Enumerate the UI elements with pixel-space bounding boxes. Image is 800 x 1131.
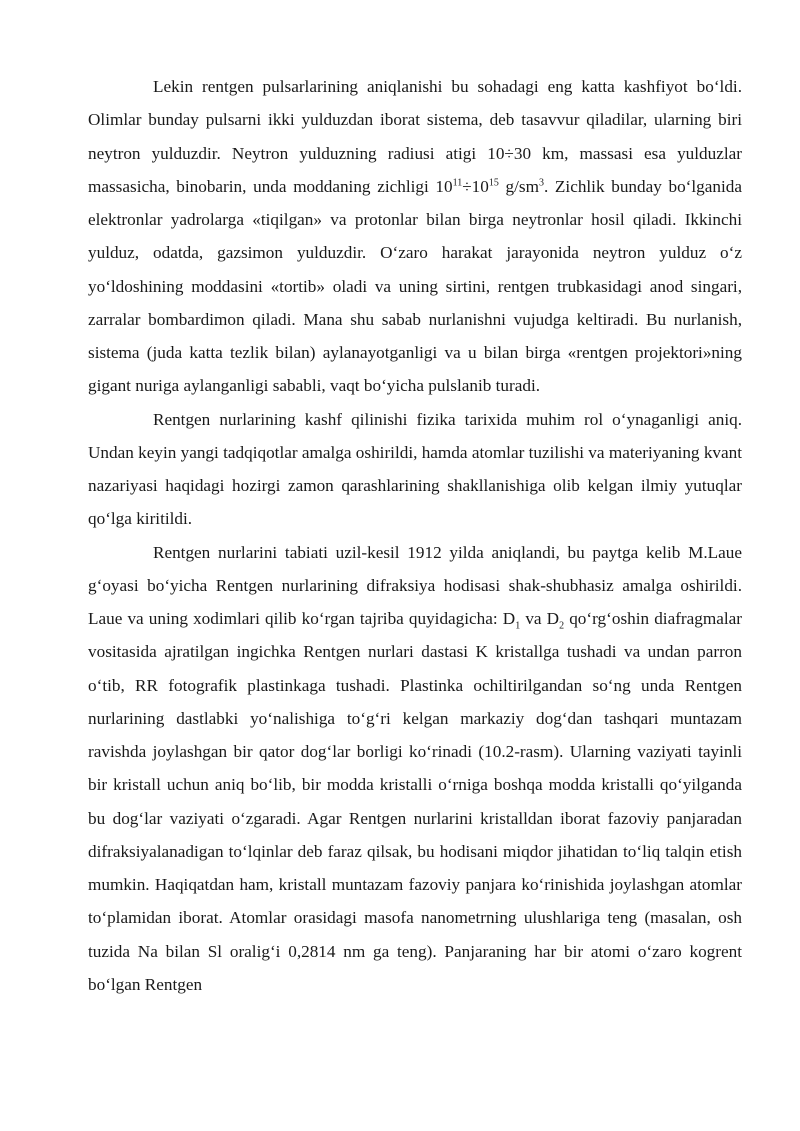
paragraph-discovery: Rentgen nurlarining kashf qilinishi fizika tarixida muhim rol o‘ynaganligi aniq. Undan keyin yangi tadqiqotlar amalga oshirildi, hamda atomlar tuzilishi va materiyaning kvant nazariyasi haqidagi hozirgi zamon qarashlarining shakllanishiga olib kelgan ilmiy yutuqlar qo‘lga kiritildi. [88, 409, 742, 529]
superscript: 11 [452, 177, 463, 189]
body-text [88, 70, 742, 1001]
text-run: . Zichlik bunday bo‘lganida elektronlar yadrolarga «tiqilgan» va protonlar bilan birga neytronlar hosil qiladi. Ikkinchi yulduz, odatda, gazsimon yulduzdir. O‘zaro harakat jarayonida neytron yulduz o‘z yo‘ldoshining moddasini «tortib» oladi va uning sirtini, rentgen trubkasidagi anod singari, zarralar bombardimon qiladi. Mana shu sabab nurlanishni vujudga keltiradi. Bu nurlanish, sistema (juda katta tezlik bilan) aylanayotganligi va u bilan birga «rentgen projektori»ning gigant nuriga aylanganligi sababli, vaqt bo‘yicha pulslanib turadi. [88, 176, 742, 396]
text-run: g/sm [498, 176, 539, 196]
text-run: ÷10 [462, 176, 489, 196]
subscript: 2 [559, 620, 565, 632]
text-run: Lekin rentgen pulsarlarining aniqlanishi bu sohadagi eng katta kashfiyot bo‘ldi. Olimlar bunday pulsarni ikki yulduzdan iborat sistema, deb tasavvur qiladilar, ularning biri neytron yulduzdir. Neytron yulduzning radiusi atigi 10÷30 km, massasi esa yulduzlar massasicha, binobarin, unda moddaning zichligi 10 [88, 77, 742, 196]
text-run: va D [520, 609, 560, 628]
subscript: 1 [515, 620, 521, 632]
text-run: Rentgen nurlarini tabiati uzil-kesil 1912 yilda aniqlandi, bu paytga kelib M.Laue g‘oyasi bo‘yicha Rentgen nurlarining difraksiya hodisasi shak-shubhasiz amalga oshirildi. Laue va uning xodimlari qilib ko‘rgan tajriba quyidagicha: D [88, 542, 742, 628]
paragraph-laue [88, 536, 742, 1002]
text-run: qo‘rg‘oshin diafragmalar vositasida ajratilgan ingichka Rentgen nurlari dastasi K kristallga tushadi va undan parron o‘tib, RR fotografik plastinkaga tushadi. Plastinka ochiltirilgandan so‘ng unda Rentgen nurlarining dastlabki yo‘nalishiga to‘g‘ri kelgan markaziy dog‘dan tashqari muntazam ravishda joylashgan bir qator dog‘lar borligi ko‘rinadi (10.2-rasm). Ularning vaziyati tayinli bir kristall uchun aniq bo‘lib, bir modda kristalli o‘rniga boshqa modda kristalli qo‘yilganda bu dog‘lar vaziyati o‘zgaradi. Agar Rentgen nurlarini kristalldan iborat fazoviy panjaradan difraksiyalanadigan to‘lqinlar deb faraz qilsak, bu hodisani miqdor jihatidan to‘liq talqin etish mumkin. Haqiqatdan ham, kristall muntazam fazoviy panjara ko‘rinishida joylashgan atomlar to‘plamidan iborat. Atomlar orasidagi masofa nanometrning ulushlariga teng (masalan, osh tuzida Na bilan Sl oralig‘i 0,2814 nm ga teng). Panjaraning har bir atomi o‘zaro kogrent bo‘lgan Rentgen [88, 609, 743, 994]
superscript: 15 [488, 177, 499, 189]
superscript: 3 [538, 177, 544, 189]
paragraph-pulsars [88, 70, 742, 403]
